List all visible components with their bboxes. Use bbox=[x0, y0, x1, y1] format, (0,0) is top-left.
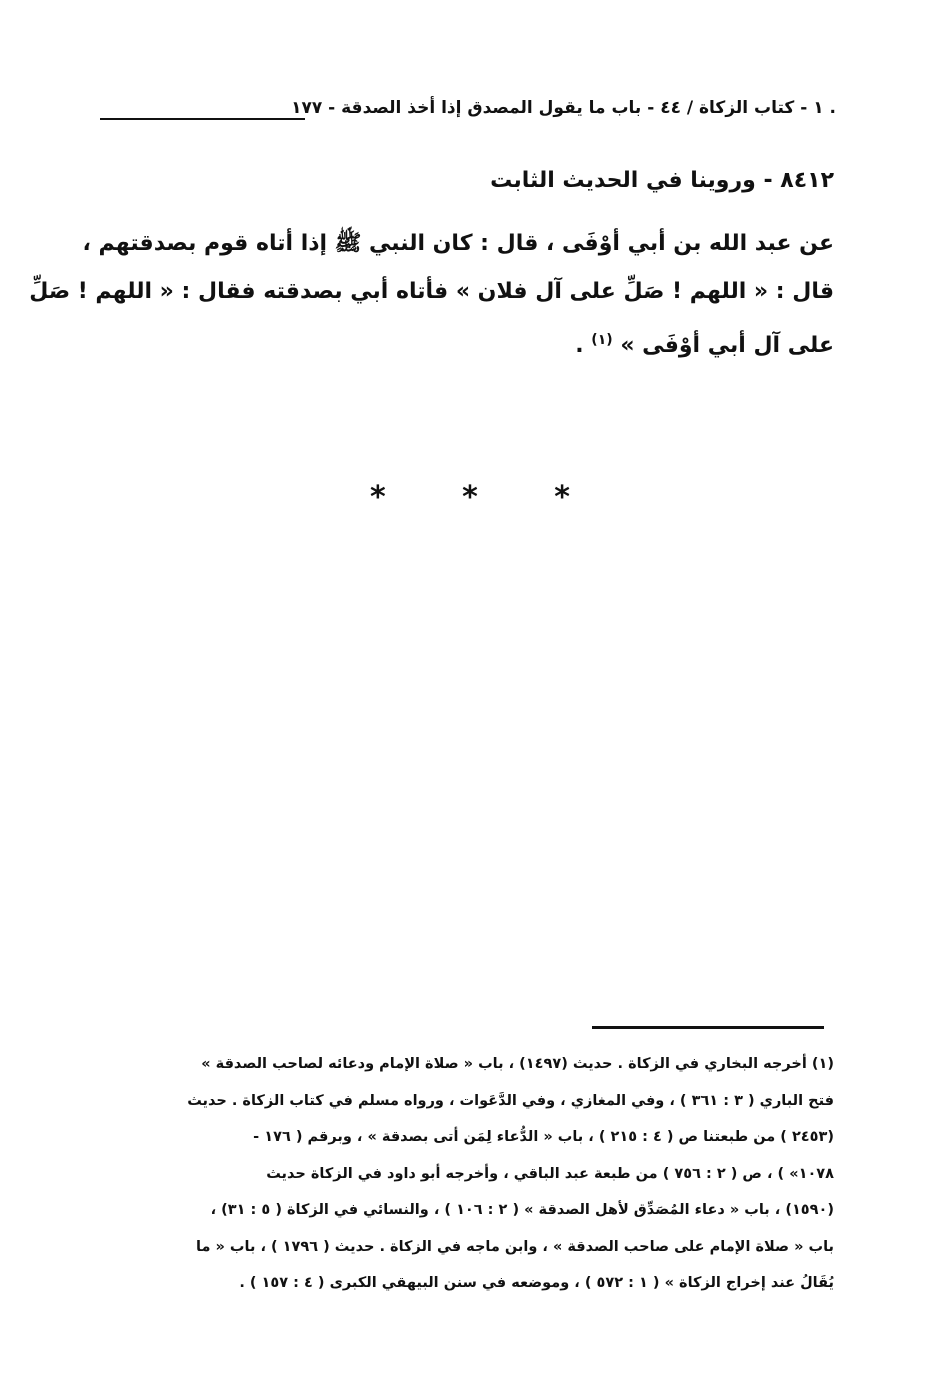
footnote-line: (١) أخرجه البخاري في الزكاة . حديث (١٤٩٧) ، باب « صلاة الإمام ودعائه لصاحب الصدقة » bbox=[201, 1056, 834, 1072]
footnote-line: (١٥٩٠) ، باب « دعاء المُصَدِّق لأهل الصدقة » ( ٢ : ١٠٦ ) ، والنسائي في الزكاة ( ٥ : ٣١) ، bbox=[210, 1202, 834, 1218]
hadith-text bbox=[29, 220, 834, 370]
hadith-line-3 bbox=[104, 316, 834, 370]
separator-star: * bbox=[370, 480, 386, 515]
footnote-line: باب « صلاة الإمام على صاحب الصدقة » ، وابن ماجه في الزكاة . حديث ( ١٧٩٦ ) ، باب « ما bbox=[196, 1238, 834, 1255]
hadith-line-2: قال : « اللهم ! صَلِّ على آل فلان » فأتاه أبي بصدقته فقال : « اللهم ! صَلِّ bbox=[29, 279, 834, 304]
hadith-number-heading: ٨٤١٢ - وروينا في الحديث الثابت bbox=[490, 168, 834, 193]
hadith-line-3-text: على آل أبي أوْفَى » bbox=[620, 333, 834, 358]
hadith-line-1: عن عبد الله بن أبي أوْفَى ، قال : كان النبي ﷺ إذا أتاه قوم بصدقتهم ، bbox=[82, 231, 834, 256]
footnote-line: فتح الباري ( ٣ : ٣٦١ ) ، وفي المغازي ، وفي الدَّعَوات ، ورواه مسلم في كتاب الزكاة . حديث bbox=[187, 1092, 834, 1109]
header-rule bbox=[100, 118, 305, 120]
footnote-line: (٢٤٥٣ ) من طبعتنا ص ( ٤ : ٢١٥ ) ، باب « الدُّعاء لِمَن أتى بصدقة » ، وبرقم ( ١٧٦ - bbox=[253, 1129, 834, 1145]
footnote-rule bbox=[592, 1026, 824, 1029]
footnote-reference: (١) bbox=[591, 332, 613, 348]
footnotes bbox=[109, 1046, 834, 1302]
section-separator bbox=[370, 478, 570, 518]
running-header bbox=[100, 96, 836, 126]
separator-star: * bbox=[554, 480, 570, 515]
running-header-text: . ١ - كتاب الزكاة / ٤٤ - باب ما يقول المصدق إذا أخذ الصدقة - ١٧٧ bbox=[291, 98, 836, 118]
separator-star: * bbox=[462, 480, 478, 515]
hadith-end-period: . bbox=[575, 333, 584, 358]
footnote-line: يُقَالُ عند إخراج الزكاة » ( ١ : ٥٧٢ ) ، وموضعه في سنن البيهقي الكبرى ( ٤ : ١٥٧ ) . bbox=[239, 1275, 834, 1291]
footnote-line: ١٠٧٨» ) ، ص ( ٢ : ٧٥٦ ) من طبعة عبد الباقي ، وأخرجه أبو داود في الزكاة حديث bbox=[266, 1165, 834, 1182]
